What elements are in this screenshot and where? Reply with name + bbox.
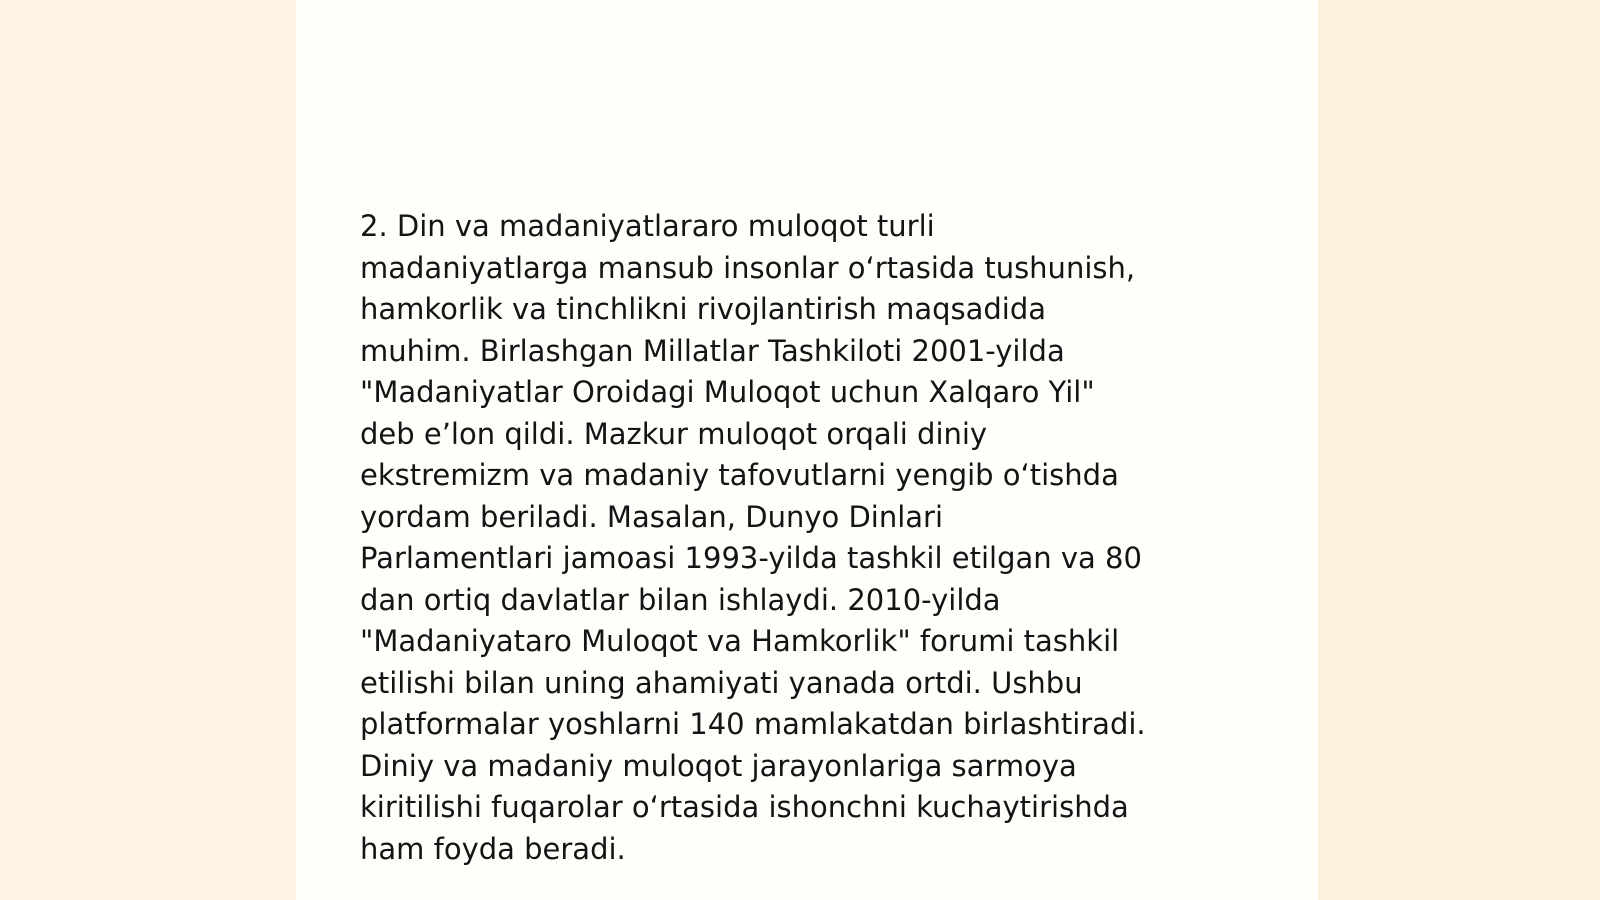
document-page [296,0,1318,900]
paragraph-line: hamkorlik va tinchlikni rivojlantirish maqsadida [360,292,1047,326]
paragraph-line: 2. Din va madaniyatlararo muloqot turli [360,209,935,243]
paragraph-line: kiritilishi fuqarolar oʻrtasida ishonchni kuchaytirishda [360,790,1129,824]
left-margin-background [0,0,296,900]
right-margin-background [1318,0,1600,900]
paragraph-line: "Madaniyataro Muloqot va Hamkorlik" forumi tashkil [360,624,1120,658]
paragraph-line: platformalar yoshlarni 140 mamlakatdan birlashtiradi. [360,707,1146,741]
paragraph-line: etilishi bilan uning ahamiyati yanada ortdi. Ushbu [360,665,1083,700]
paragraph-line: yordam beriladi. Masalan, Dunyo Dinlari [360,499,944,534]
paragraph-line: ekstremizm va madaniy tafovutlarni yengib oʻtishda [360,458,1119,492]
paragraph-line: "Madaniyatlar Oroidagi Muloqot uchun Xalqaro Yil" [360,375,1095,409]
paragraph-line: dan ortiq davlatlar bilan ishlaydi. 2010-yilda [360,582,1001,617]
paragraph-line: Parlamentlari jamoasi 1993-yilda tashkil etilgan va 80 [360,541,1142,575]
body-paragraph [360,206,1260,870]
paragraph-line: deb e’lon qildi. Mazkur muloqot orqali diniy [360,416,988,451]
paragraph-line: muhim. Birlashgan Millatlar Tashkiloti 2001-yilda [360,333,1065,368]
paragraph-line: ham foyda beradi. [360,831,626,866]
paragraph-line: Diniy va madaniy muloqot jarayonlariga sarmoya [360,748,1077,783]
paragraph-line: madaniyatlarga mansub insonlar oʻrtasida tushunish, [360,250,1136,285]
